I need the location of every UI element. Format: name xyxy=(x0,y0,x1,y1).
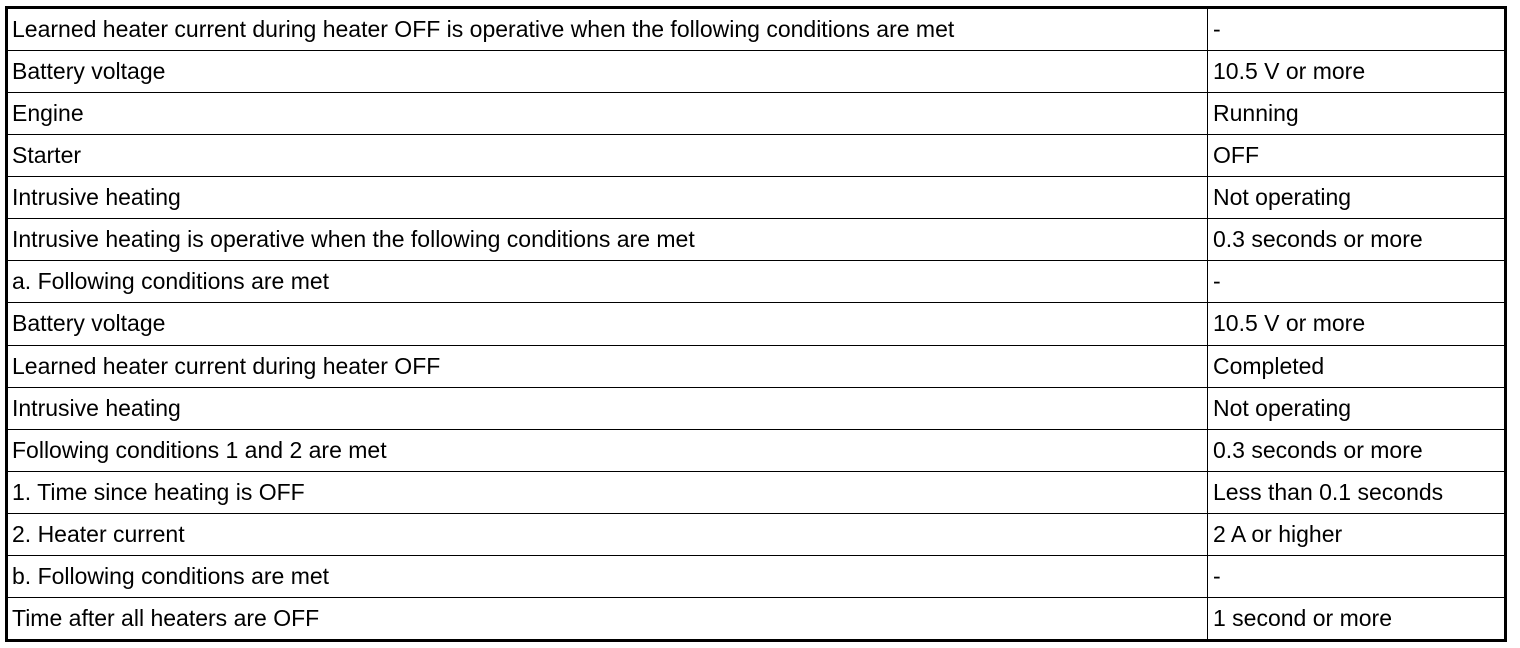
table-row xyxy=(8,387,1504,429)
condition-label: Following conditions 1 and 2 are met xyxy=(8,429,1208,471)
condition-value: 1 second or more xyxy=(1208,598,1505,639)
condition-value: 10.5 V or more xyxy=(1208,50,1505,92)
condition-label: b. Following conditions are met xyxy=(8,556,1208,598)
table-row xyxy=(8,177,1504,219)
table-row xyxy=(8,134,1504,176)
condition-label: Battery voltage xyxy=(8,50,1208,92)
condition-value: Completed xyxy=(1208,345,1505,387)
condition-value: - xyxy=(1208,9,1505,50)
table-row xyxy=(8,598,1504,639)
table-row xyxy=(8,429,1504,471)
condition-label: Engine xyxy=(8,92,1208,134)
condition-value: 2 A or higher xyxy=(1208,513,1505,555)
condition-value: 0.3 seconds or more xyxy=(1208,219,1505,261)
condition-label: 1. Time since heating is OFF xyxy=(8,471,1208,513)
condition-label: Intrusive heating is operative when the following conditions are met xyxy=(8,219,1208,261)
condition-value: Not operating xyxy=(1208,387,1505,429)
table-row xyxy=(8,50,1504,92)
condition-value: OFF xyxy=(1208,134,1505,176)
condition-label: Battery voltage xyxy=(8,303,1208,345)
table-row xyxy=(8,219,1504,261)
table-row xyxy=(8,471,1504,513)
condition-value: 0.3 seconds or more xyxy=(1208,429,1505,471)
condition-label: Starter xyxy=(8,134,1208,176)
condition-label: Intrusive heating xyxy=(8,387,1208,429)
table-row xyxy=(8,345,1504,387)
condition-label: Intrusive heating xyxy=(8,177,1208,219)
condition-value: - xyxy=(1208,261,1505,303)
condition-value: - xyxy=(1208,556,1505,598)
conditions-grid xyxy=(8,9,1504,639)
conditions-table xyxy=(5,6,1507,642)
condition-label: 2. Heater current xyxy=(8,513,1208,555)
condition-label: Time after all heaters are OFF xyxy=(8,598,1208,639)
condition-label: Learned heater current during heater OFF is operative when the following conditions are met xyxy=(8,9,1208,50)
condition-value: Not operating xyxy=(1208,177,1505,219)
condition-value: 10.5 V or more xyxy=(1208,303,1505,345)
table-row xyxy=(8,303,1504,345)
condition-value: Less than 0.1 seconds xyxy=(1208,471,1505,513)
table-body xyxy=(8,9,1504,639)
table-row xyxy=(8,9,1504,50)
table-row xyxy=(8,513,1504,555)
condition-value: Running xyxy=(1208,92,1505,134)
condition-label: Learned heater current during heater OFF xyxy=(8,345,1208,387)
table-row xyxy=(8,556,1504,598)
condition-label: a. Following conditions are met xyxy=(8,261,1208,303)
table-row xyxy=(8,92,1504,134)
table-row xyxy=(8,261,1504,303)
